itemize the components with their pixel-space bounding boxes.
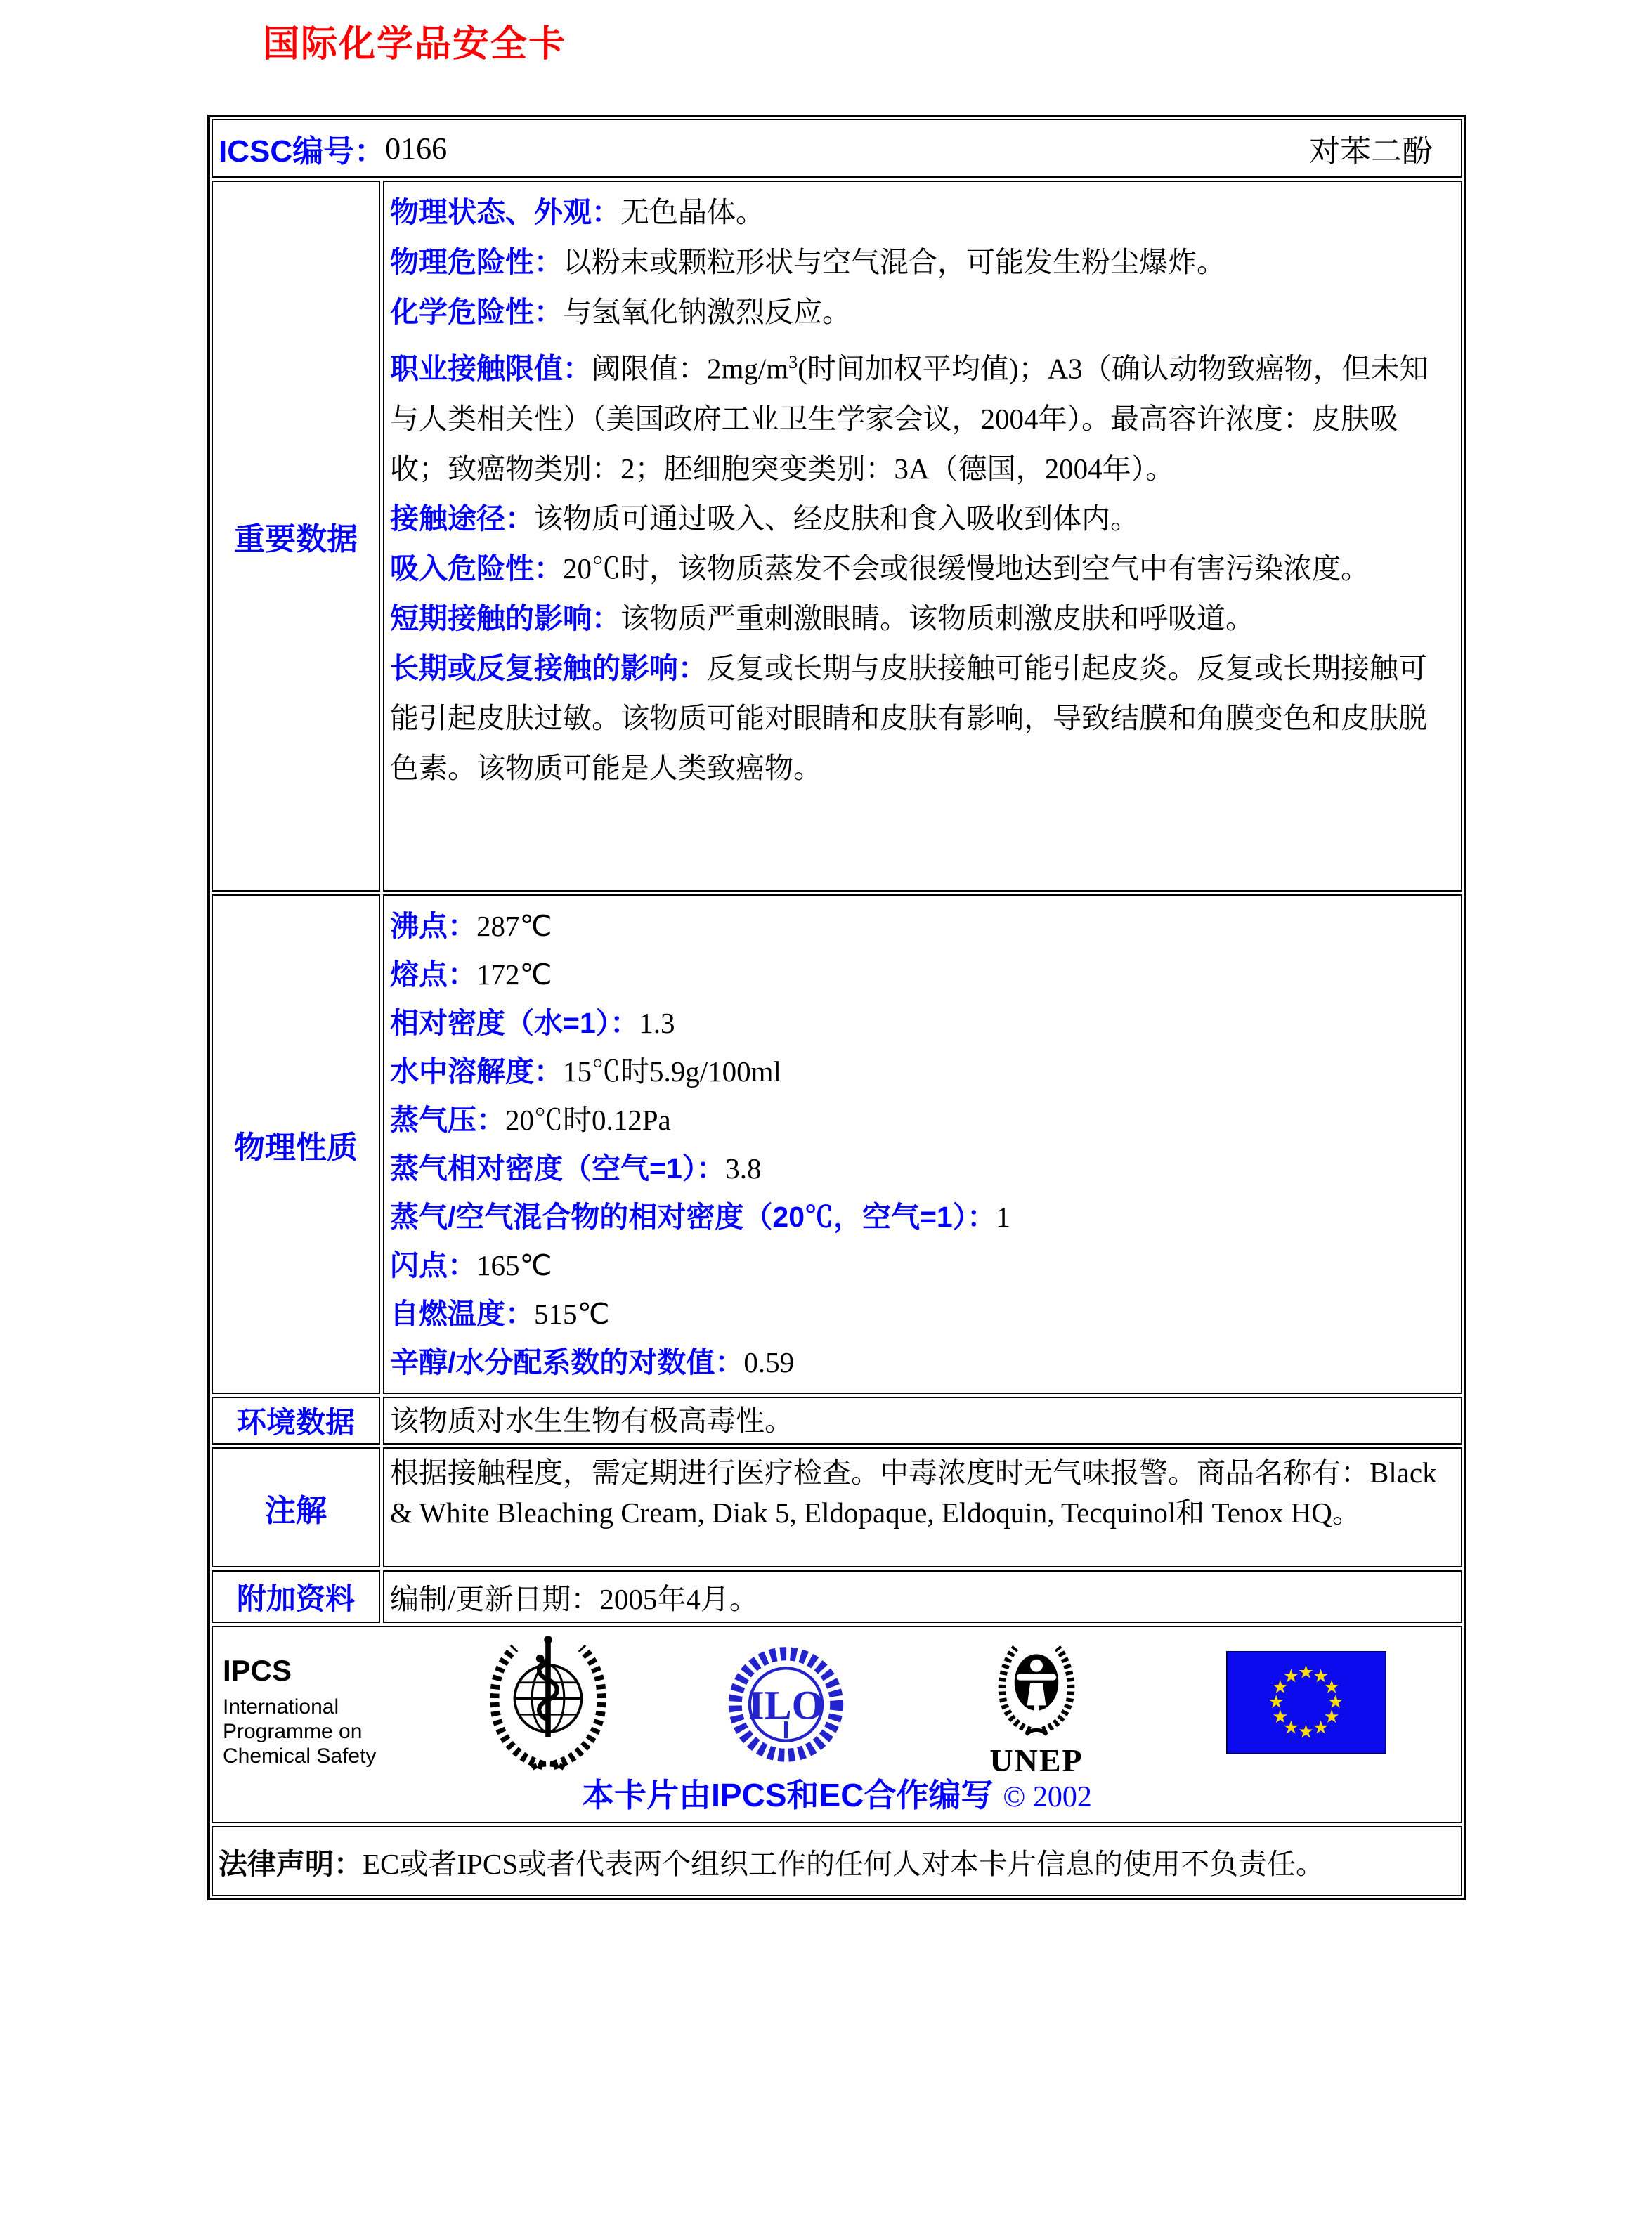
notes-row xyxy=(212,1447,1462,1567)
unep-label: UNEP xyxy=(989,1742,1084,1778)
logos-cell xyxy=(212,1626,1462,1823)
property-item: 沸点：287℃ xyxy=(390,910,552,942)
property-label: 蒸气/空气混合物的相对密度（20℃，空气=1）： xyxy=(390,1201,996,1233)
field-label: 接触途径： xyxy=(390,502,534,535)
caption-text: 本卡片由IPCS和EC合作编写 xyxy=(582,1777,994,1813)
important-data-item: 吸入危险性：20℃时，该物质蒸发不会或很缓慢地达到空气中有害污染浓度。 xyxy=(390,552,1370,585)
property-item: 蒸气相对密度（空气=1）：3.8 xyxy=(390,1152,762,1185)
property-label: 蒸气相对密度（空气=1）： xyxy=(390,1152,726,1185)
chemical-name: 对苯二酚 xyxy=(1309,134,1433,169)
property-item: 熔点：172℃ xyxy=(390,958,552,991)
important-data-item: 短期接触的影响：该物质严重刺激眼睛。该物质刺激皮肤和呼吸道。 xyxy=(390,601,1254,634)
ilo-logo-icon xyxy=(724,1644,847,1768)
unep-logo-block xyxy=(973,1638,1100,1779)
property-label: 相对密度（水=1）： xyxy=(390,1007,639,1039)
important-data-item: 长期或反复接触的影响：反复或长期与皮肤接触可能引起皮炎。反复或长期接触可能引起皮肤过敏。该物质可能对眼睛和皮肤有影响，导致结膜和角膜变色和皮肤脱色素。该物质可能是人类致癌物。 xyxy=(390,651,1427,784)
property-label: 沸点： xyxy=(390,910,476,942)
property-label: 蒸气压： xyxy=(390,1104,505,1136)
property-item: 蒸气压：20℃时0.12Pa xyxy=(390,1104,671,1136)
physical-properties-row xyxy=(212,894,1462,1394)
field-label: 职业接触限值： xyxy=(390,352,592,385)
important-data-item: 职业接触限值：阈限值：$2mg/m^3$(时间加权平均值)；A3（确认动物致癌物，但未知与人类相关性）（美国政府工业卫生学家会议，2004年）。最高容许浓度：皮肤吸收；致癌物类别：2；胚细胞突变类别：3A（德国，2004年）。 xyxy=(390,352,1429,485)
important-data-item: 接触途径：该物质可通过吸入、经皮肤和食入吸收到体内。 xyxy=(390,502,1139,535)
notes-content: 根据接触程度，需定期进行医疗检查。中毒浓度时无气味报警。商品名称有：Black & White Bleaching Cream, Diak 5, Eldopaque, Eldoquin, Tecquinol和 Tenox HQ。 xyxy=(383,1447,1462,1567)
cooperation-caption xyxy=(213,1770,1461,1816)
field-label: 长期或反复接触的影响： xyxy=(390,651,707,684)
legal-label: 法律声明： xyxy=(219,1847,363,1880)
property-label: 自燃温度： xyxy=(390,1298,534,1330)
additional-info-row-label: 附加资料 xyxy=(212,1570,380,1623)
environmental-data-row-label: 环境数据 xyxy=(212,1397,380,1445)
ipcs-line: Chemical Safety xyxy=(223,1745,377,1768)
important-data-row xyxy=(212,181,1462,892)
property-item: 闪点：165℃ xyxy=(390,1249,552,1282)
physical-properties-content xyxy=(383,894,1462,1394)
ipcs-acronym: IPCS xyxy=(223,1654,292,1687)
important-data-content xyxy=(383,181,1462,892)
icsc-number-value: 0166 xyxy=(385,131,448,166)
legal-row xyxy=(212,1826,1462,1896)
property-item: 辛醇/水分配系数的对数值：0.59 xyxy=(390,1346,795,1378)
additional-info-content: 编制/更新日期：2005年4月。 xyxy=(383,1570,1462,1623)
property-item: 水中溶解度：15℃时5.9g/100ml xyxy=(390,1055,781,1088)
additional-info-row xyxy=(212,1570,1462,1623)
field-label: 物理危险性： xyxy=(390,246,563,278)
environmental-data-row xyxy=(212,1397,1462,1445)
page-title: 国际化学品安全卡 xyxy=(262,25,566,65)
field-label: 吸入危险性： xyxy=(390,552,563,585)
property-label: 水中溶解度： xyxy=(390,1055,563,1088)
logos-row xyxy=(212,1626,1462,1823)
header-cell xyxy=(212,119,1462,178)
legal-cell xyxy=(212,1826,1462,1896)
property-label: 熔点： xyxy=(390,958,476,991)
property-label: 闪点： xyxy=(390,1249,476,1282)
ipcs-text-block xyxy=(223,1654,376,1768)
header-row xyxy=(212,119,1462,178)
property-label: 辛醇/水分配系数的对数值： xyxy=(390,1346,744,1378)
ipcs-line: Programme on xyxy=(223,1720,363,1743)
field-label: 化学危险性： xyxy=(390,296,563,328)
icsc-number-label: ICSC编号： xyxy=(219,134,386,169)
ipcs-line: International xyxy=(223,1695,339,1719)
important-data-row-label: 重要数据 xyxy=(212,181,380,892)
icsc-card-table xyxy=(207,115,1466,1900)
property-item: 自燃温度：515℃ xyxy=(390,1298,610,1330)
svg-text:ILO: ILO xyxy=(748,1682,824,1728)
important-data-item: 化学危险性：与氢氧化钠激烈反应。 xyxy=(390,296,851,328)
copyright-text: © 2002 xyxy=(1003,1781,1092,1813)
eu-flag-icon xyxy=(1226,1651,1386,1757)
property-item: 相对密度（水=1）：1.3 xyxy=(390,1007,675,1039)
physical-properties-row-label: 物理性质 xyxy=(212,894,380,1394)
who-logo-icon xyxy=(481,1636,615,1780)
field-label: 短期接触的影响： xyxy=(390,601,620,634)
important-data-item: 物理状态、外观：无色晶体。 xyxy=(390,196,765,228)
important-data-item: 物理危险性：以粉末或颗粒形状与空气混合，可能发生粉尘爆炸。 xyxy=(390,246,1225,278)
superscript: 3 xyxy=(788,352,798,372)
property-item: 蒸气/空气混合物的相对密度（20℃，空气=1）：1 xyxy=(390,1201,1010,1233)
field-label: 物理状态、外观： xyxy=(390,196,620,228)
unep-logo-icon xyxy=(984,1728,1089,1740)
notes-row-label: 注解 xyxy=(212,1447,380,1567)
legal-text: EC或者IPCS或者代表两个组织工作的任何人对本卡片信息的使用不负责任。 xyxy=(363,1847,1325,1880)
environmental-data-content: 该物质对水生生物有极高毒性。 xyxy=(383,1397,1462,1445)
